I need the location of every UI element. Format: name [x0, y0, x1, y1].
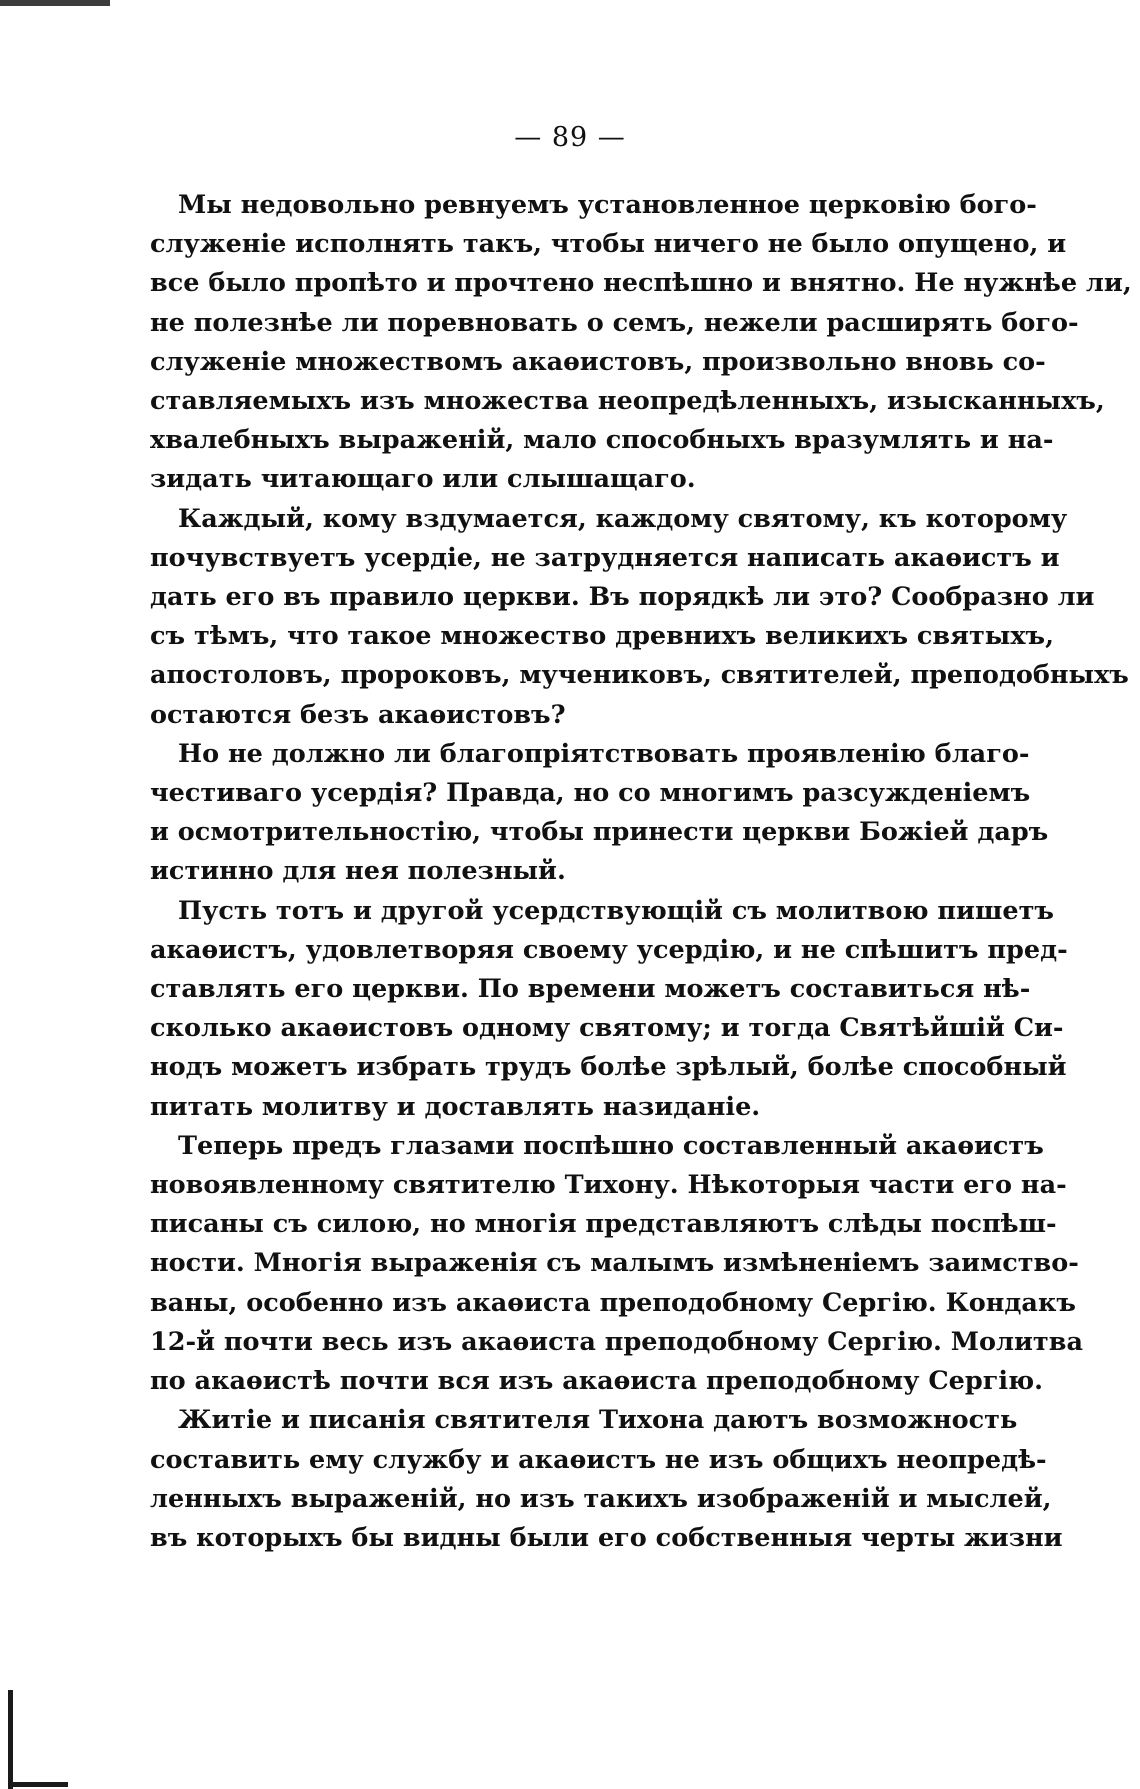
- body-text: [150, 186, 1132, 1558]
- text-line: новоявленному святителю Тихону. Нѣкоторыя части его на-: [150, 1170, 1067, 1201]
- scan-edge-mark-left: [8, 1690, 13, 1789]
- paragraph: [150, 500, 1129, 735]
- text-line: писаны съ силою, но многія представляютъ слѣды поспѣш-: [150, 1209, 1057, 1240]
- text-line: истинно для нея полезный.: [150, 856, 566, 887]
- text-line: по акаѳистѣ почти вся изъ акаѳиста преподобному Сергію.: [150, 1366, 1044, 1397]
- paragraph: [150, 1401, 1063, 1558]
- text-line: Мы недовольно ревнуемъ установленное церковію бого-: [178, 190, 1037, 220]
- text-line: съ тѣмъ, что такое множество древнихъ великихъ святыхъ,: [150, 621, 1054, 652]
- paragraph: [150, 1127, 1083, 1401]
- page-number: — 89 —: [514, 122, 626, 153]
- paragraph: [150, 892, 1068, 1127]
- text-line: зидать читающаго или слышащаго.: [150, 464, 696, 495]
- text-line: Каждый, кому вздумается, каждому святому, къ которому: [178, 503, 1068, 534]
- text-line: сколько акаѳистовъ одному святому; и тогда Святѣйшій Си-: [150, 1013, 1064, 1044]
- paragraph: [150, 735, 1049, 892]
- text-line: ставляемыхъ изъ множества неопредѣленныхъ, изысканныхъ,: [150, 386, 1105, 417]
- text-line: въ которыхъ бы видны были его собственныя черты жизни: [150, 1522, 1063, 1553]
- text-line: служеніе исполнять такъ, чтобы ничего не было опущено, и: [150, 229, 1067, 260]
- text-line: не полезнѣе ли поревновать о семъ, нежели расширять бого-: [150, 307, 1079, 338]
- text-line: нодъ можетъ избрать трудъ болѣе зрѣлый, болѣе способный: [150, 1052, 1067, 1083]
- text-line: Пусть тотъ и другой усердствующій съ молитвою пишетъ: [178, 895, 1054, 926]
- text-line: все было пропѣто и прочтено неспѣшно и внятно. Не нужнѣе ли,: [150, 268, 1132, 299]
- text-line: составить ему службу и акаѳистъ не изъ общихъ неопредѣ-: [150, 1444, 1047, 1475]
- text-line: хвалебныхъ выраженій, мало способныхъ вразумлять и на-: [150, 425, 1054, 456]
- text-line: питать молитву и доставлять назиданіе.: [150, 1091, 761, 1122]
- text-line: 12-й почти весь изъ акаѳиста преподобному Сергію. Молитва: [150, 1326, 1083, 1357]
- text-line: ленныхъ выраженій, но изъ такихъ изображеній и мыслей,: [150, 1483, 1052, 1514]
- text-line: ности. Многія выраженія съ малымъ измѣненіемъ заимство-: [150, 1248, 1079, 1279]
- text-line: ставлять его церкви. По времени можетъ составиться нѣ-: [150, 974, 1031, 1005]
- text-line: ваны, особенно изъ акаѳиста преподобному Сергію. Кондакъ: [150, 1287, 1076, 1318]
- text-line: акаѳистъ, удовлетворяя своему усердію, и не спѣшитъ пред-: [150, 934, 1068, 965]
- text-line: Но не должно ли благопріятствовать проявленію благо-: [178, 738, 1030, 769]
- text-line: почувствуетъ усердіе, не затрудняется написать акаѳистъ и: [150, 542, 1060, 573]
- text-line: служеніе множествомъ акаѳистовъ, произвольно вновь со-: [150, 346, 1046, 377]
- text-line: дать его въ правило церкви. Въ порядкѣ ли это? Сообразно ли: [150, 582, 1095, 613]
- text-line: апостоловъ, пророковъ, мучениковъ, святителей, преподобныхъ: [150, 660, 1129, 691]
- text-line: Житіе и писанія святителя Тихона даютъ возможность: [178, 1405, 1018, 1436]
- text-line: честиваго усердія? Правда, но со многимъ разсужденіемъ: [150, 778, 1031, 809]
- text-line: и осмотрительностію, чтобы принести церкви Божіей даръ: [150, 817, 1049, 848]
- paragraph: [150, 186, 1132, 500]
- scan-edge-mark-bottom: [8, 1782, 68, 1787]
- text-line: Теперь предъ глазами поспѣшно составленный акаѳистъ: [178, 1130, 1044, 1161]
- text-line: остаются безъ акаѳистовъ?: [150, 699, 566, 730]
- scan-edge-mark-top: [0, 0, 110, 6]
